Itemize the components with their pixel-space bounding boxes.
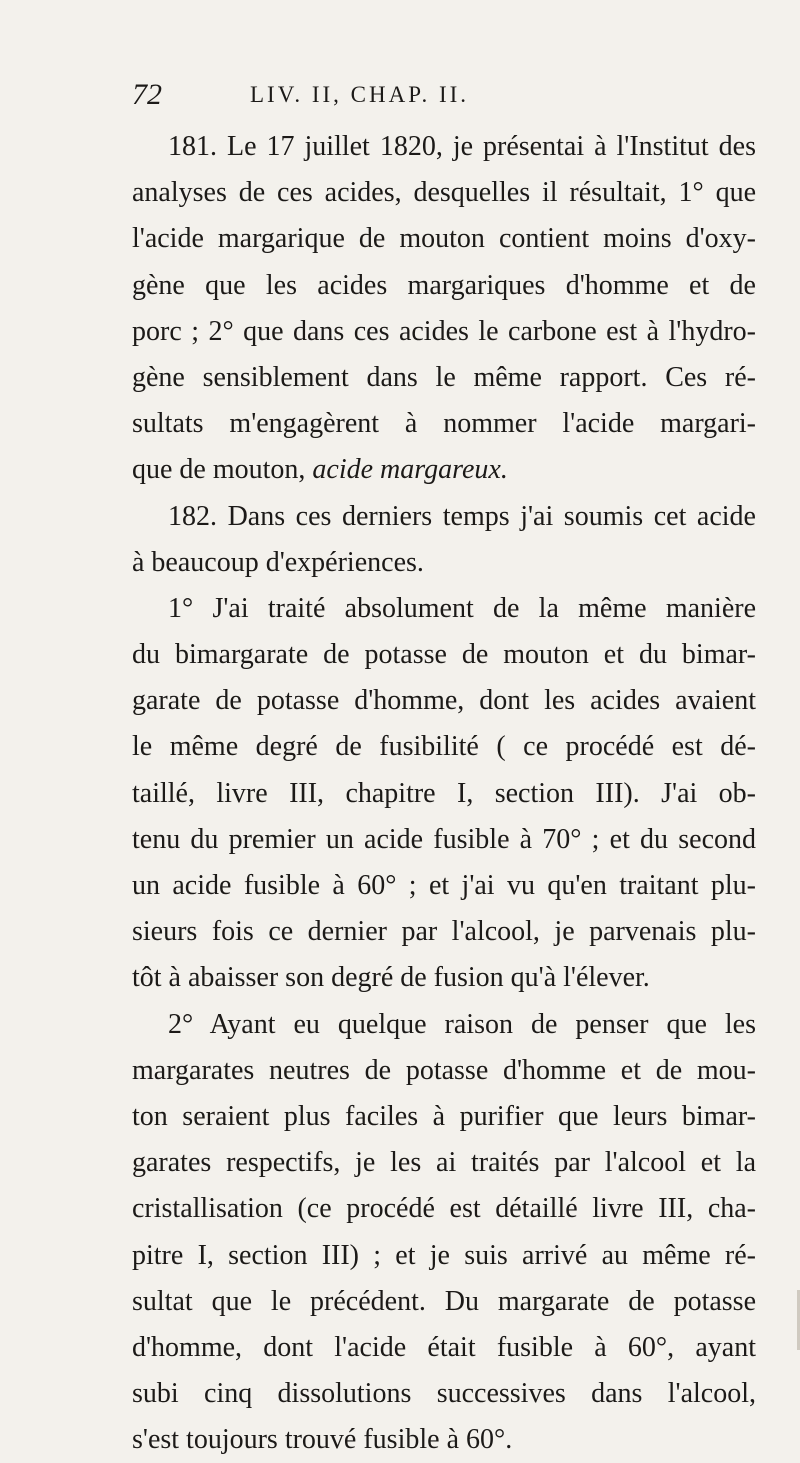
- running-head: LIV. II, CHAP. II.: [250, 82, 470, 107]
- page-number: 72: [132, 78, 162, 111]
- text-line: margarates neutres de potasse d'homme et de mou-: [132, 1054, 756, 1086]
- text-line: le même degré de fusibilité ( ce procédé est dé-: [132, 731, 756, 763]
- text-line: taillé, livre III, chapitre I, section III). J'ai ob-: [132, 777, 756, 809]
- text-line: d'homme, dont l'acide était fusible à 60°, ayant: [132, 1331, 756, 1363]
- text-line: 1° J'ai traité absolument de la même manière: [168, 592, 756, 624]
- text-line: du bimargarate de potasse de mouton et du bimar-: [132, 639, 756, 671]
- page-header: [132, 78, 752, 118]
- text-line: subi cinq dissolutions successives dans l'alcool,: [132, 1378, 756, 1410]
- text-line: un acide fusible à 60° ; et j'ai vu qu'en traitant plu-: [132, 870, 756, 901]
- text-line: l'acide margarique de mouton contient moins d'oxy-: [132, 223, 756, 255]
- text-line: analyses de ces acides, desquelles il résultait, 1° que: [132, 177, 756, 209]
- text-line: 2° Ayant eu quelque raison de penser que les: [168, 1008, 756, 1040]
- text-line: gène que les acides margariques d'homme et de: [132, 269, 756, 301]
- text-line: tenu du premier un acide fusible à 70° ; et du second: [132, 823, 756, 855]
- text-line: que de mouton, acide margareux.: [132, 454, 508, 486]
- text-line: sultat que le précédent. Du margarate de potasse: [132, 1285, 756, 1317]
- text-line: garates respectifs, je les ai traités par l'alcool et la: [132, 1147, 756, 1179]
- text-line: sieurs fois ce dernier par l'alcool, je parvenais plu-: [132, 916, 756, 948]
- text-line: gène sensiblement dans le même rapport. Ces ré-: [132, 361, 756, 393]
- italic-term: acide margareux.: [312, 454, 508, 486]
- text-line: sultats m'engagèrent à nommer l'acide margari-: [132, 408, 756, 440]
- text-line: 182. Dans ces derniers temps j'ai soumis cet acide: [168, 500, 756, 532]
- text-line: porc ; 2° que dans ces acides le carbone est à l'hydro-: [132, 315, 756, 347]
- text-line: à beaucoup d'expériences.: [132, 546, 424, 578]
- text-line: pitre I, section III) ; et je suis arrivé au même ré-: [132, 1239, 756, 1271]
- body-text: [132, 124, 756, 1463]
- text-line: 181. Le 17 juillet 1820, je présentai à l'Institut des: [168, 131, 756, 162]
- text-line: s'est toujours trouvé fusible à 60°.: [132, 1424, 513, 1456]
- text-line: cristallisation (ce procédé est détaillé livre III, cha-: [132, 1193, 756, 1225]
- text-line: tôt à abaisser son degré de fusion qu'à l'élever.: [132, 962, 650, 994]
- text-line: garate de potasse d'homme, dont les acides avaient: [132, 685, 756, 717]
- text-line: ton seraient plus faciles à purifier que leurs bimar-: [132, 1100, 756, 1132]
